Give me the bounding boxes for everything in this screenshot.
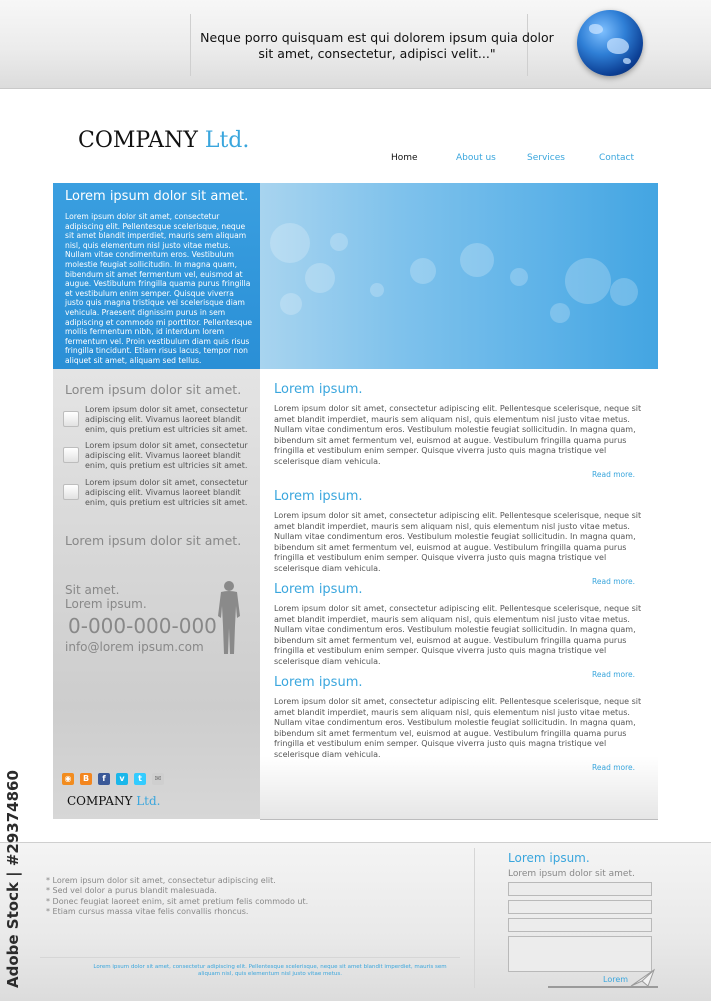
nav-about-us[interactable]: About us: [456, 153, 496, 163]
feature-text: Lorem ipsum dolor sit amet, consectetur adipiscing elit. Vivamus laoreet blandit enim, quis pretium est ultricies sit amet.: [85, 441, 248, 471]
article-text: Lorem ipsum dolor sit amet, consectetur adipiscing elit. Pellentesque scelerisque, neque sit amet blandit imperdiet, mauris sem aliquam nisl, quis elementum nisl justo vitae metus. Nullam vitae condimentum eros. Vestibulum molestie feugiat sollicitudin. In magna quam, bibendum sit amet fermentum vel, euismod at augue. Vestibulum fringilla quama purus fringilla et vestibulum enim semper. Quisque viverra justo quis magna tristique vel scelerisque diam vehicula.: [274, 404, 642, 466]
logo-company-text: COMPANY: [78, 128, 198, 153]
stock-id-watermark: Adobe Stock | #29374860: [4, 770, 22, 988]
article-text: Lorem ipsum dolor sit amet, consectetur adipiscing elit. Pellentesque scelerisque, neque sit amet blandit imperdiet, mauris sem aliquam nisl, quis elementum nisl justo vitae metus. Nullam vitae condimentum eros. Vestibulum molestie feugiat sollicitudin. In magna quam, bibendum sit amet fermentum vel, euismod at augue. Vestibulum fringilla quama purus fringilla et vestibulum enim semper. Quisque viverra justo quis magna tristique vel scelerisque diam vehicula.: [274, 604, 642, 666]
logo-company-text: COMPANY: [67, 794, 133, 808]
mail-icon[interactable]: ✉: [152, 773, 164, 785]
footer-bullet: * Sed vel dolor a purus blandit malesuada.: [46, 886, 217, 896]
hero-title: Lorem ipsum dolor sit amet.: [65, 189, 249, 204]
banner-quote: Neque porro quisquam est qui dolorem ipsum quia dolor sit amet, consectetur, adipisci velit...": [200, 30, 554, 61]
top-banner: [0, 0, 711, 89]
footer-bullet: * Etiam cursus massa vitae felis convallis rhoncus.: [46, 906, 249, 916]
paper-plane-icon[interactable]: [630, 968, 656, 988]
feature-text: Lorem ipsum dolor sit amet, consectetur adipiscing elit. Vivamus laoreet blandit enim, quis pretium est ultricies sit amet.: [85, 405, 248, 435]
sidebar-heading: Lorem ipsum dolor sit amet.: [65, 533, 242, 548]
footer-vertical-divider: [474, 848, 475, 988]
facebook-icon[interactable]: f: [98, 773, 110, 785]
read-more-link[interactable]: Read more.: [592, 763, 636, 772]
read-more-link[interactable]: Read more.: [592, 470, 636, 479]
rss-icon[interactable]: ◉: [62, 773, 74, 785]
contact-label: Sit amet.: [65, 583, 120, 597]
feature-checkbox[interactable]: [63, 411, 79, 427]
nav-contact[interactable]: Contact: [599, 153, 635, 163]
article-text: Lorem ipsum dolor sit amet, consectetur adipiscing elit. Pellentesque scelerisque, neque sit amet blandit imperdiet, mauris sem aliquam nisl, quis elementum nisl justo vitae metus. Nullam vitae condimentum eros. Vestibulum molestie feugiat sollicitudin. In magna quam, bibendum sit amet fermentum vel, euismod at augue. Vestibulum fringilla quama purus fringilla et vestibulum enim semper. Quisque viverra justo quis magna tristique vel scelerisque diam vehicula.: [274, 511, 642, 573]
logo-ltd-text: Ltd.: [136, 794, 161, 808]
footer-bullet: * Donec feugiat laoreet enim, sit amet pretium felis commodo ut.: [46, 896, 309, 906]
company-logo[interactable]: [78, 128, 249, 153]
feature-text: Lorem ipsum dolor sit amet, consectetur adipiscing elit. Vivamus laoreet blandit enim, quis pretium est ultricies sit amet.: [85, 478, 248, 508]
footer-divider: [40, 957, 460, 958]
contact-label: Lorem ipsum.: [65, 597, 147, 611]
submit-button[interactable]: Lorem: [603, 975, 629, 984]
article-title: Lorem ipsum.: [274, 382, 363, 397]
hero-image: [260, 183, 658, 369]
sidebar-footer-logo[interactable]: [67, 794, 161, 808]
contact-form-subtitle: Lorem ipsum dolor sit amet.: [508, 869, 635, 879]
logo-ltd-text: Ltd.: [204, 128, 250, 153]
email-field[interactable]: [508, 900, 652, 914]
article-title: Lorem ipsum.: [274, 675, 363, 690]
blogger-icon[interactable]: B: [80, 773, 92, 785]
nav-services[interactable]: Services: [527, 153, 565, 163]
feature-checkbox[interactable]: [63, 484, 79, 500]
article-text: Lorem ipsum dolor sit amet, consectetur adipiscing elit. Pellentesque scelerisque, neque sit amet blandit imperdiet, mauris sem aliquam nisl, quis elementum nisl justo vitae metus. Nullam vitae condimentum eros. Vestibulum molestie feugiat sollicitudin. In magna quam, bibendum sit amet fermentum vel, euismod at augue. Vestibulum fringilla quama purus fringilla et vestibulum enim semper. Quisque viverra justo quis magna tristique vel scelerisque diam vehicula.: [274, 697, 642, 759]
feature-checkbox[interactable]: [63, 447, 79, 463]
hero-panel: [53, 183, 260, 369]
read-more-link[interactable]: Read more.: [592, 670, 636, 679]
globe-icon: [577, 10, 643, 76]
contact-form-title: Lorem ipsum.: [508, 851, 590, 865]
phone-number: 0-000-000-000: [68, 614, 217, 638]
email-address[interactable]: info@lorem ipsum.com: [65, 640, 204, 654]
nav-home[interactable]: Home: [391, 153, 418, 163]
hero-text: Lorem ipsum dolor sit amet, consectetur adipiscing elit. Pellentesque scelerisque, neque sit amet blandit imperdiet, mauris sem aliquam nisl, quis elementum nisl justo vitae metus. Nullam vitae condimentum eros. Vestibulum molestie feugiat sollicitudin. In magna quam, bibendum sit amet fermentum vel, euismod at augue. Vestibulum fringilla quama purus fringilla et vestibulum enim semper. Quisque viverra justo quis magna tristique vel scelerisque diam vehicula. Praesent dignissim purus in sem adipiscing et commodo mi porttitor. Pellentesque mollis fermentum nibh, id interdum lorem fermentum vel. Proin vestibulum diam quis risus fringilla tincidunt. Etiam risus lacus, tempor non aliquet sit amet, aliquam sed tellus.: [65, 212, 253, 365]
vimeo-icon[interactable]: v: [116, 773, 128, 785]
article-title: Lorem ipsum.: [274, 489, 363, 504]
twitter-icon[interactable]: t: [134, 773, 146, 785]
message-field[interactable]: [508, 936, 652, 972]
person-silhouette-icon: [216, 580, 242, 656]
footer-note: Lorem ipsum dolor sit amet, consectetur adipiscing elit. Pellentesque scelerisque, neque sit amet blandit imperdiet, mauris sem aliquam nisl, quis elementum nisl justo vitae metus.: [93, 964, 447, 977]
footer-bullet: * Lorem ipsum dolor sit amet, consectetur adipiscing elit.: [46, 876, 276, 885]
footer-bar: [548, 986, 658, 988]
subject-field[interactable]: [508, 918, 652, 932]
footer-bullet-list: [46, 876, 308, 917]
banner-divider: [190, 14, 191, 76]
sidebar-heading: Lorem ipsum dolor sit amet.: [65, 382, 242, 397]
read-more-link[interactable]: Read more.: [592, 577, 636, 586]
article-title: Lorem ipsum.: [274, 582, 363, 597]
name-field[interactable]: [508, 882, 652, 896]
